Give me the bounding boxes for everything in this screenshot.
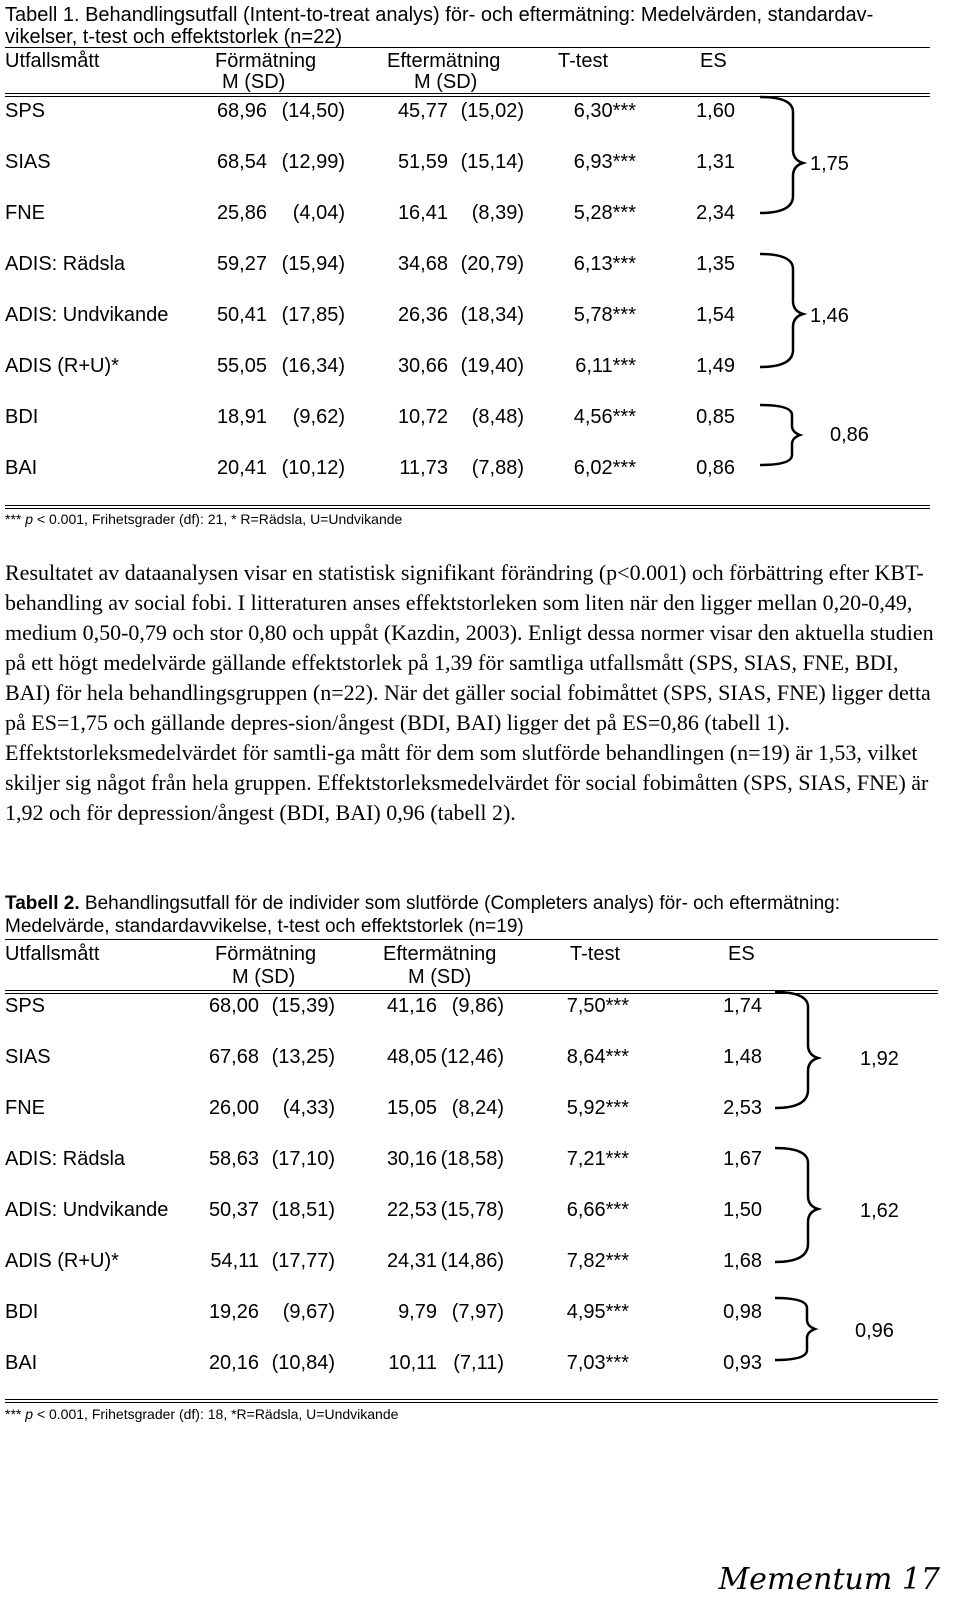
footnote-p: p [25,511,34,527]
table1-row-t: 6,02*** [573,457,636,479]
table1-row-name: BAI [5,457,38,479]
table2-row-es: 1,67 [723,1148,762,1170]
table2-row-post-sd: (14,86) [440,1250,504,1272]
table1-header-es: ES [700,50,727,72]
table2-caption-label: Tabell 2. [5,893,80,914]
table2-brace-depression [775,1298,815,1360]
table1-row-t: 6,30*** [573,100,636,122]
table2-row-name: BAI [5,1352,38,1374]
table2-row-post-m: 9,79 [398,1301,437,1323]
table2-row-post-m: 41,16 [386,995,437,1017]
table1-row-post-m: 26,36 [397,304,448,326]
table1-header-ttest: T-test [558,50,609,72]
table1-group-es-adis: 1,46 [810,305,849,327]
table1-row-pre-m: 68,54 [216,151,267,173]
table1-row-pre-m: 68,96 [216,100,267,122]
table1-row-name: FNE [5,202,45,224]
table2-row-pre-m: 26,00 [208,1097,259,1119]
table1-row-t: 5,78*** [573,304,636,326]
table2-header-post-sub: M (SD) [408,966,472,988]
table2-row-es: 1,74 [723,995,762,1017]
table2-row-pre-m: 54,11 [210,1250,259,1272]
table1-row-pre-sd: (17,85) [281,304,345,326]
table1-row-name: ADIS: Undvikande [5,304,169,326]
table2-row-post-sd: (18,58) [440,1148,504,1170]
table1-row-pre-sd: (14,50) [281,100,345,122]
table2-row-pre-sd: (4,33) [282,1097,335,1119]
table1-row-post-sd: (15,14) [460,151,524,173]
table1-row-pre-sd: (10,12) [281,457,345,479]
table1-brace-depression [760,405,800,465]
table2-brace-adis [775,1148,818,1262]
table2-row-pre-sd: (18,51) [271,1199,335,1221]
table2-row-post-sd: (8,24) [451,1097,504,1119]
table2-row-name: SPS [5,995,46,1017]
table1-brace-social [760,97,803,213]
table1-row-post-m: 51,59 [397,151,448,173]
table1-row-post-sd: (20,79) [460,253,524,275]
table1-row-es: 1,60 [696,100,735,122]
table1-caption-text: Behandlingsutfall (Intent-to-treat analys) för- och eftermätning: Medelvärden, standardav-vikelser, t-test och effektstorlek (n=22) [5,4,874,48]
table2-caption-text: Behandlingsutfall för de individer som slutförde (Completers analys) för- och eftermätning: Medelvärde, standardavvikelse, t-test och effektstorlek (n=19) [5,893,840,937]
table2-row-name: ADIS: Undvikande [5,1199,169,1221]
table2-row-t: 7,50*** [566,995,629,1017]
table1-row-pre-m: 18,91 [216,406,267,428]
table2-row-post-sd: (15,78) [440,1199,504,1221]
table2-row-name: ADIS: Rädsla [5,1148,126,1170]
body-paragraph: Resultatet av dataanalysen visar en statistisk signifikant förändring (p<0.001) och förbättring efter KBT-behandling av social fobi. I litteraturen anses effektstorleken som liten när den ligger mellan 0,20-0,49, medium 0,50-0,79 och stor 0,80 och uppåt (Kazdin, 2003). Enligt dessa normer visar den aktuella studien på ett högt medelvärde gällande effektstorlek på 1,39 för samtliga utfallsmått (SPS, SIAS, FNE, BDI, BAI) för hela behandlingsgruppen (n=22). När det gäller social fobimåttet (SPS, SIAS, FNE) ligger detta på ES=1,75 och gällande depres-sion/ångest (BDI, BAI) ligger det på ES=0,86 (tabell 1). Effektstorleksmedelvärdet för samtli-ga mått för dem som slutförde behandlingen (n=19) är 1,53, vilket skiljer sig något från hela gruppen. Effektstorleksmedelvärdet för social fobimåtten (SPS, SIAS, FNE) är 1,92 och för depression/ångest (BDI, BAI) 0,96 (tabell 2). [5,560,934,825]
table1-row-name: BDI [5,406,39,428]
table1-row-pre-m: 25,86 [216,202,267,224]
table1-row-pre-sd: (15,94) [281,253,345,275]
table1-row-pre-m: 59,27 [216,253,267,275]
table2-row-t: 6,66*** [566,1199,629,1221]
table2-row-name: ADIS (R+U)* [5,1250,119,1272]
table2-row-pre-m: 19,26 [208,1301,259,1323]
table2-header-post: Eftermätning [383,943,497,965]
table2-row-post-m: 15,05 [386,1097,437,1119]
table1-row-t: 5,28*** [573,202,636,224]
table2-row-pre-sd: (13,25) [271,1046,335,1068]
table2-row-t: 7,03*** [566,1352,629,1374]
table1-row-es: 1,35 [696,253,735,275]
table1-brace-adis [760,254,803,367]
table2-header-ttest: T-test [570,943,621,965]
table2-row-pre-m: 68,00 [208,995,259,1017]
table2-row-t: 7,82*** [566,1250,629,1272]
table1-row-pre-m: 20,41 [216,457,267,479]
page-footer: Mementum 17 [718,1562,940,1597]
table1-row-es: 0,86 [696,457,735,479]
table2-row-t: 7,21*** [566,1148,629,1170]
table2-row-pre-sd: (9,67) [282,1301,335,1323]
table2-row-post-sd: (9,86) [451,995,504,1017]
table1-row-post-sd: (18,34) [460,304,524,326]
table2-row-t: 5,92*** [566,1097,629,1119]
table1-row-post-sd: (19,40) [460,355,524,377]
table2-row-name: SIAS [5,1046,51,1068]
table1-row-pre-sd: (9,62) [292,406,345,428]
table2-row-post-m: 24,31 [386,1250,437,1272]
table1-header-post: Eftermätning [387,50,501,72]
table2-group-es-adis: 1,62 [860,1200,899,1222]
table2-row-es: 0,93 [723,1352,762,1374]
table2-row-post-m: 10,11 [388,1352,437,1374]
table1-row-pre-sd: (12,99) [281,151,345,173]
table1-row-t: 6,13*** [573,253,636,275]
table1-row-post-sd: (15,02) [460,100,524,122]
table2-row-pre-m: 20,16 [208,1352,259,1374]
table1-row-pre-sd: (16,34) [281,355,345,377]
table1-row-post-sd: (8,48) [471,406,524,428]
table2-row-name: BDI [5,1301,39,1323]
table2-row-pre-m: 50,37 [208,1199,259,1221]
table1-row-post-sd: (8,39) [471,202,524,224]
table2-group-es-social: 1,92 [860,1048,899,1070]
table1-row-name: SPS [5,100,46,122]
footnote-stars: *** [5,1406,22,1422]
footnote-p: p [25,1406,34,1422]
footnote-text: < 0.001, Frihetsgrader (df): 21, * R=Rädsla, U=Undvikande [36,511,403,527]
table2-row-es: 0,98 [723,1301,762,1323]
table2-row-post-sd: (12,46) [440,1046,504,1068]
table1-group-es-depression: 0,86 [830,424,869,446]
table2-row-post-sd: (7,11) [453,1352,504,1374]
footnote-stars: *** [5,511,22,527]
table1-row-post-m: 30,66 [397,355,448,377]
table2-header-pre-sub: M (SD) [232,966,296,988]
table1-group-es-social: 1,75 [810,153,849,175]
table2-row-es: 1,50 [723,1199,762,1221]
table2-row-t: 8,64*** [566,1046,629,1068]
table2-row-pre-sd: (17,77) [271,1250,335,1272]
table1-row-es: 0,85 [696,406,735,428]
table1-row-t: 4,56*** [573,406,636,428]
table1-row-pre-m: 55,05 [216,355,267,377]
table1-row-post-sd: (7,88) [471,457,524,479]
table1-row-post-m: 34,68 [397,253,448,275]
table2-brace-social [775,992,818,1108]
table1-row-es: 1,31 [696,151,735,173]
table1-row-pre-sd: (4,04) [292,202,345,224]
table2-row-pre-m: 58,63 [208,1148,259,1170]
table1-row-t: 6,93*** [573,151,636,173]
table2-row-post-m: 30,16 [386,1148,437,1170]
table2-row-es: 1,68 [723,1250,762,1272]
table2-row-pre-sd: (15,39) [271,995,335,1017]
table1-row-t: 6,11*** [575,355,636,377]
table1-row-name: ADIS (R+U)* [5,355,119,377]
table1-row-name: SIAS [5,151,51,173]
table1-row-es: 1,54 [696,304,735,326]
table2-header-pre: Förmätning [215,943,317,965]
table1-row-post-m: 45,77 [397,100,448,122]
table2-row-post-m: 48,05 [386,1046,437,1068]
table1-header-pre-sub: M (SD) [222,71,286,93]
table2-row-name: FNE [5,1097,45,1119]
table1-row-post-m: 10,72 [397,406,448,428]
table2-row-post-sd: (7,97) [451,1301,504,1323]
table1-header-pre: Förmätning [215,50,317,72]
table2-row-pre-sd: (17,10) [271,1148,335,1170]
table1-header-post-sub: M (SD) [414,71,478,93]
table1-caption-label: Tabell 1. [5,4,80,26]
table2-group-es-depression: 0,96 [855,1320,894,1342]
table1-row-es: 2,34 [696,202,735,224]
table2-row-pre-m: 67,68 [208,1046,259,1068]
table1-row-name: ADIS: Rädsla [5,253,126,275]
table1-row-es: 1,49 [696,355,735,377]
table1-row-post-m: 16,41 [397,202,448,224]
table2-row-post-m: 22,53 [386,1199,437,1221]
table2-row-es: 1,48 [723,1046,762,1068]
table2-header-es: ES [728,943,755,965]
table1-header-measure: Utfallsmått [5,50,100,72]
table2-row-pre-sd: (10,84) [271,1352,335,1374]
table2-row-t: 4,95*** [566,1301,629,1323]
table1-row-pre-m: 50,41 [216,304,267,326]
table1-row-post-m: 11,73 [399,457,448,479]
table2-row-es: 2,53 [723,1097,762,1119]
table2-header-measure: Utfallsmått [5,943,100,965]
footnote-text: < 0.001, Frihetsgrader (df): 18, *R=Rädsla, U=Undvikande [36,1406,399,1422]
